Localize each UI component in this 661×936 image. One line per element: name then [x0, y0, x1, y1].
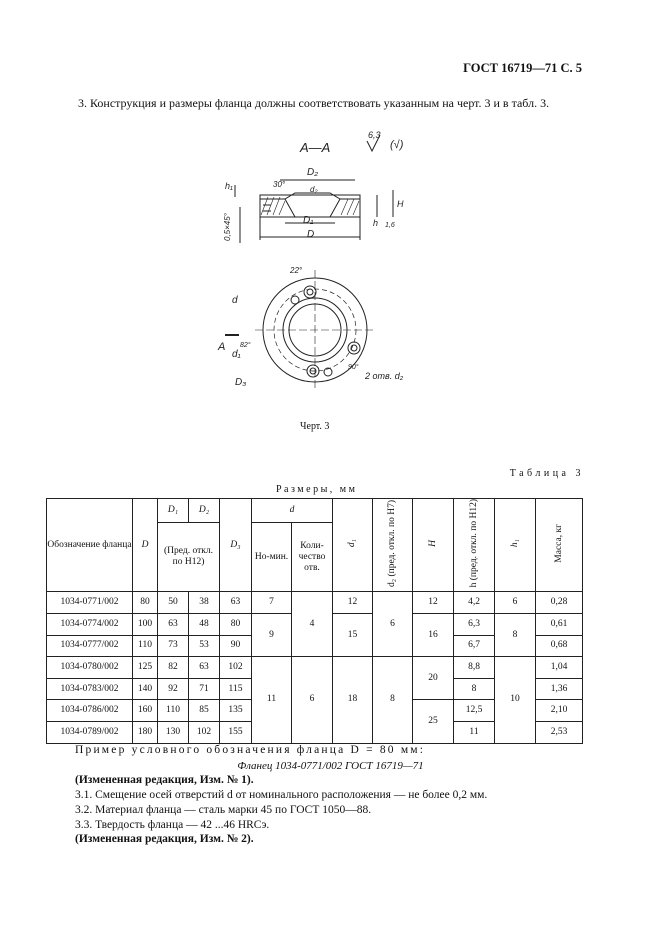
roughness-value: 6,3 [368, 130, 381, 140]
svg-text:A: A [218, 341, 226, 353]
svg-text:d: d [232, 295, 238, 306]
th-designation: Обозначение фланца [47, 499, 133, 592]
table-label: Таблица 3 [509, 468, 584, 479]
drawing-caption: Черт. 3 [300, 421, 330, 432]
th-d: d [252, 499, 333, 523]
table-row: 1034-0789/002 180 130 102 155 11 2,53 [47, 721, 583, 743]
th-D2: D₂ [189, 499, 220, 523]
th-D3: D₃ [220, 499, 252, 592]
table-row: 1034-0777/002 110 73 53 90 6,7 0,68 [47, 635, 583, 657]
svg-text:h₁: h₁ [225, 181, 233, 191]
svg-text:D₂: D₂ [307, 167, 319, 178]
table-row: 1034-0786/002 160 110 85 135 25 12,5 2,10 [47, 700, 583, 722]
svg-text:0,5×45°: 0,5×45° [223, 213, 232, 241]
page-header: ГОСТ 16719—71 С. 5 [463, 61, 582, 75]
svg-text:2 отв. d₂: 2 отв. d₂ [365, 371, 404, 381]
table-row: 1034-0771/002 80 50 38 63 7 4 12 6 12 4,2 6 0,28 [47, 592, 583, 614]
th-H: H [427, 539, 438, 547]
th-d1: d₁ [347, 539, 357, 548]
roughness-check: (√) [390, 139, 404, 151]
svg-text:22°: 22° [290, 266, 303, 275]
svg-text:h: h [373, 218, 379, 228]
svg-text:d₂: d₂ [310, 185, 318, 194]
svg-text:D₁: D₁ [303, 215, 314, 226]
th-tolerance: (Пред. откл. по H12) [158, 523, 220, 592]
th-h1: h₁ [509, 539, 520, 548]
example-title: Пример условного обозначения фланца D = 80 мм: [75, 744, 426, 756]
table-row: 1034-0783/002 140 92 71 115 8 1,36 [47, 678, 583, 700]
hatch-right [341, 199, 359, 215]
section-label: A—A [300, 140, 331, 155]
svg-text:D: D [307, 229, 315, 240]
th-mass: Масса, кг [553, 523, 564, 563]
th-D: D [133, 499, 158, 592]
th-h: h (пред. откл. по H12) [468, 499, 479, 588]
th-count: Коли-чество отв. [292, 523, 333, 592]
hole-right [348, 342, 360, 354]
para-3-3: 3.3. Твердость фланца — 42 ...46 HRCэ. [75, 819, 270, 831]
svg-text:30°: 30° [273, 180, 286, 189]
svg-text:82°: 82° [240, 342, 251, 349]
flange-drawing [215, 125, 430, 400]
svg-text:90°: 90° [348, 364, 359, 371]
svg-text:d₁: d₁ [232, 349, 241, 360]
svg-text:1,6: 1,6 [385, 222, 395, 229]
hole-top [304, 286, 316, 298]
th-d2: d₂ (пред. откл. по H7) [387, 499, 397, 587]
pin-hole-top [291, 296, 299, 304]
example-value: Фланец 1034-0771/002 ГОСТ 16719—71 [237, 760, 424, 772]
hatch-left [261, 197, 285, 215]
table-row: 1034-0774/002 100 63 48 80 9 15 16 6,3 8 0,61 [47, 614, 583, 636]
th-D1: D₁ [158, 499, 189, 523]
section-3-text: 3. Конструкция и размеры фланца должны соответствовать указанным на черт. 3 и в табл. 3. [78, 96, 550, 110]
svg-text:D₃: D₃ [235, 377, 247, 388]
table-subtitle: Размеры, мм [276, 484, 358, 495]
table-row: 1034-0780/002 125 82 63 102 11 6 18 8 20 8,8 10 1,04 [47, 657, 583, 679]
svg-text:H: H [397, 199, 404, 209]
para-3-2: 3.2. Материал фланца — сталь марки 45 по ГОСТ 1050—88. [75, 804, 372, 816]
para-3-1: 3.1. Смещение осей отверстий d от номинального расположения — не более 0,2 мм. [75, 789, 488, 801]
th-nom: Но-мин. [252, 523, 292, 592]
edit-note-1: (Измененная редакция, Изм. № 1). [75, 774, 254, 786]
edit-note-2: (Измененная редакция, Изм. № 2). [75, 833, 254, 845]
dimensions-table [46, 498, 583, 744]
